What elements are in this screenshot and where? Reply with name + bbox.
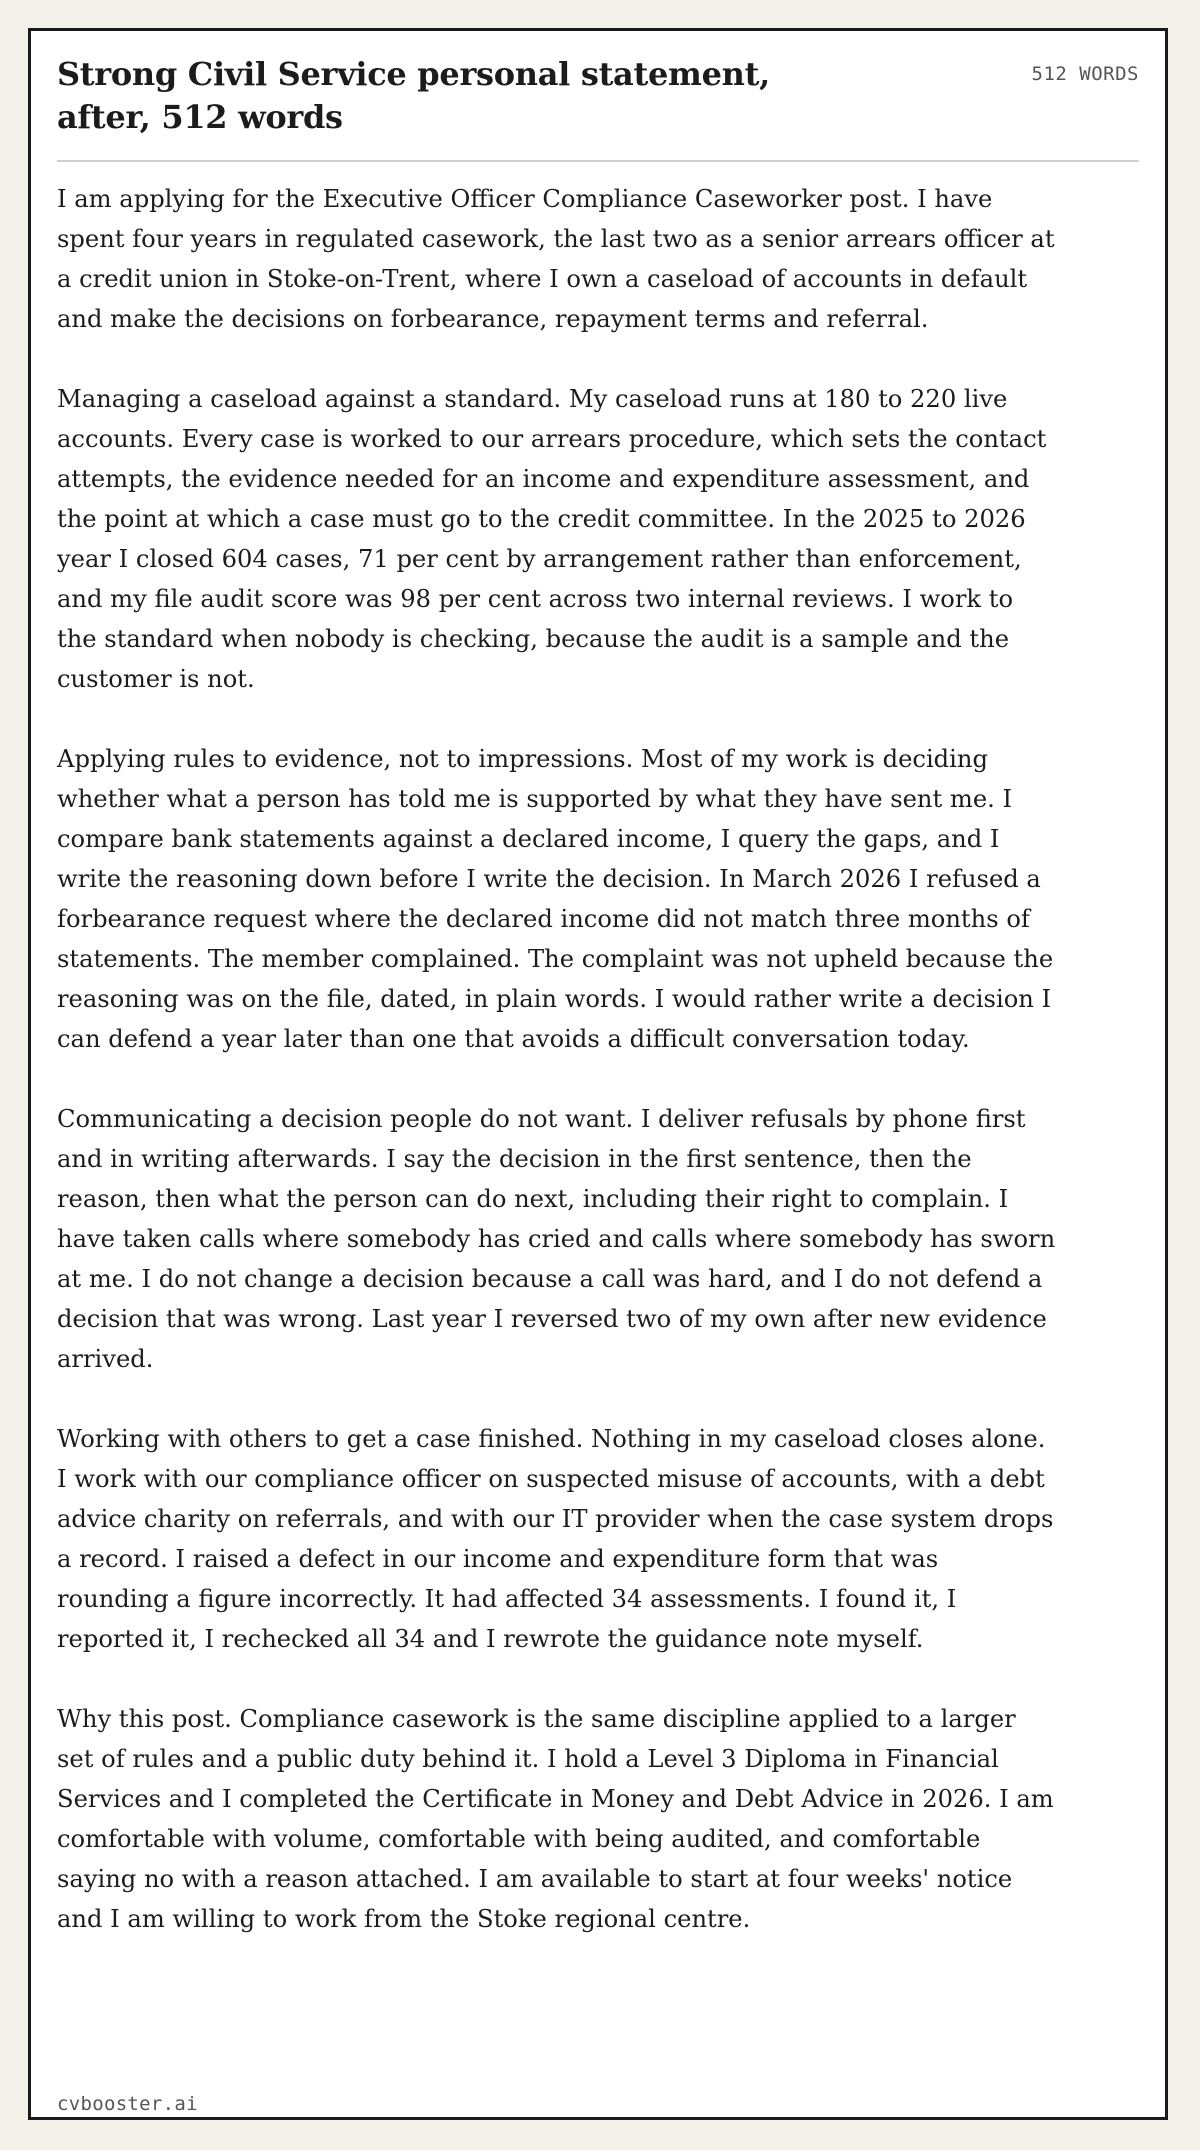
paragraph-caseload: Managing a caseload against a standard. My caseload runs at 180 to 220 live accounts. Every case is worked to our arrears procedure, which sets the contact attempts, the evidence needed for an income and expenditure assessment, and the point at which a case must go to the credit committee. In the 2025 to 2026 year I closed 604 cases, 71 per cent by arrangement rather than enforcement, and my file audit score was 98 per cent across two internal reviews. I work to the standard when nobody is checking, because the audit is a sample and the customer is not. [57, 385, 1047, 693]
paragraph-intro: I am applying for the Executive Officer Compliance Caseworker post. I have spent four years in regulated casework, the last two as a senior arrears officer at a credit union in Stoke-on-Trent, where I own a caseload of accounts in default and make the decisions on forbearance, repayment terms and referral. [57, 185, 1055, 333]
paragraph-evidence: Applying rules to evidence, not to impressions. Most of my work is deciding whether what a person has told me is supported by what they have sent me. I compare bank statements against a declared income, I query the gaps, and I write the reasoning down before I write the decision. In March 2026 I refused a forbearance request where the declared income did not match three months of statements. The member complained. The complaint was not upheld because the reasoning was on the file, dated, in plain words. I would rather write a decision I can defend a year later than one that avoids a difficult conversation today. [57, 745, 1054, 1053]
header-divider [57, 160, 1139, 162]
paragraph-working-with-others: Working with others to get a case finished. Nothing in my caseload closes alone. I work with our compliance officer on suspected misuse of accounts, with a debt advice charity on referrals, and with our IT provider when the case system drops a record. I raised a defect in our income and expenditure form that was rounding a figure incorrectly. It had affected 34 assessments. I found it, I reported it, I rechecked all 34 and I rewrote the guidance note myself. [57, 1425, 1054, 1653]
document-title: Strong Civil Service personal statement, after, 512 words [57, 55, 770, 136]
document-card [28, 28, 1168, 2120]
paragraph-communicating: Communicating a decision people do not want. I deliver refusals by phone first and in writing afterwards. I say the decision in the first sentence, then the reason, then what the person can do next, including their right to complain. I have taken calls where somebody has cried and calls where somebody has sworn at me. I do not change a decision because a call was hard, and I do not defend a decision that was wrong. Last year I reversed two of my own after new evidence arrived. [57, 1105, 1056, 1373]
statement-body [57, 179, 1057, 1939]
document-header [57, 53, 1139, 139]
footer-brand[interactable]: cvbooster.ai [57, 2093, 198, 2115]
word-count-badge: 512 WORDS [1031, 63, 1139, 85]
paragraph-why-this-post: Why this post. Compliance casework is the same discipline applied to a larger set of rules and a public duty behind it. I hold a Level 3 Diploma in Financial Services and I completed the Certificate in Money and Debt Advice in 2026. I am comfortable with volume, comfortable with being audited, and comfortable saying no with a reason attached. I am available to start at four weeks' notice and I am willing to work from the Stoke regional centre. [57, 1705, 1054, 1933]
